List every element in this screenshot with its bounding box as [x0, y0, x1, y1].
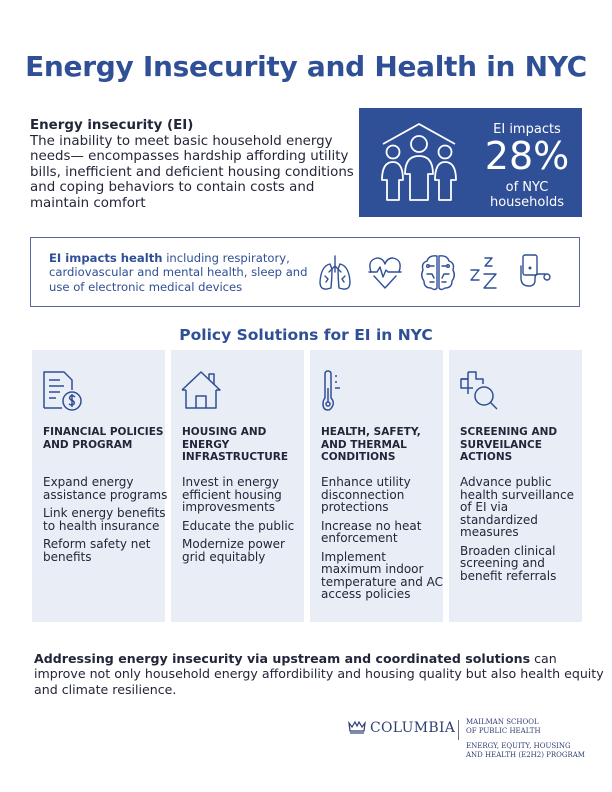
policy-card-screening — [449, 350, 582, 622]
program-name-line1: ENERGY, EQUITY, HOUSING — [466, 742, 571, 750]
stat-lead: EI impacts — [493, 122, 561, 137]
definition-block — [30, 118, 360, 211]
conclusion-bold: Addressing energy insecurity via upstream and coordinated solutions — [34, 651, 531, 666]
card-items — [460, 476, 588, 588]
card-heading: HEALTH, SAFETY, AND THERMAL CONDITIONS — [321, 426, 421, 464]
card-items — [182, 476, 310, 569]
program-name — [466, 742, 585, 760]
card-item: Advance public health surveillance of EI via standardized measures — [460, 475, 575, 539]
household-people-icon — [377, 122, 461, 206]
card-items — [321, 476, 449, 607]
stat-value: 28% — [484, 134, 570, 178]
card-item: Expand energy assistance programs — [43, 475, 168, 502]
crown-icon — [348, 720, 366, 734]
card-item: Broaden clinical screening and benefit referrals — [460, 543, 557, 583]
health-impacts-rest: including respiratory, cardiovascular and mental health, sleep and use of electronic medical devices — [49, 251, 308, 294]
school-name-line2: OF PUBLIC HEALTH — [466, 727, 541, 735]
policy-solutions-title: Policy Solutions for EI in NYC — [179, 326, 433, 344]
definition-heading: Energy insecurity (EI) — [30, 118, 194, 133]
logo-divider — [458, 720, 459, 740]
conclusion-text — [34, 651, 604, 697]
card-heading: HOUSING AND ENERGY INFRASTRUCTURE — [182, 426, 289, 464]
card-item: Reform safety net benefits — [43, 537, 151, 564]
university-name: COLUMBIA — [370, 720, 456, 736]
card-item: Increase no heat enforcement — [321, 518, 422, 545]
stat-box — [359, 108, 582, 217]
card-heading: SCREENING AND SURVEILANCE ACTIONS — [460, 426, 558, 464]
heart-pulse-icon — [369, 258, 401, 288]
card-item: Modernize power grid equitably — [182, 537, 285, 564]
brain-icon — [422, 256, 455, 290]
page-title: Energy Insecurity and Health in NYC — [25, 50, 587, 83]
card-item: Link energy benefits to health insurance — [43, 506, 166, 533]
card-items — [43, 476, 171, 569]
policy-card-financial — [32, 350, 168, 622]
health-impacts-text — [49, 251, 324, 294]
columbia-mailman-logo — [348, 718, 598, 768]
card-heading: FINANCIAL POLICIES AND PROGRAM — [43, 426, 164, 451]
financial-document-dollar-icon — [42, 370, 84, 412]
thermometer-icon — [320, 370, 362, 412]
school-name-line1: MAILMAN SCHOOL — [466, 718, 539, 726]
medical-device-stethoscope-icon — [521, 255, 550, 286]
policy-card-health-safety — [310, 350, 443, 622]
definition-text: The inability to meet basic household energy needs— encompasses hardship affording utility bills, inefficient and deficient housing conditions and coping behaviors to contain costs and maintain comfort — [30, 133, 354, 211]
health-impacts-box — [30, 237, 580, 307]
stat-caption — [477, 180, 577, 210]
stat-caption-line1: of NYC — [505, 180, 549, 195]
policy-card-housing — [171, 350, 304, 622]
card-item: Invest in energy efficient housing improvesments — [182, 475, 282, 514]
policy-cards — [32, 350, 582, 622]
lungs-icon — [320, 256, 350, 289]
medical-cross-search-icon — [459, 370, 501, 412]
program-name-line2: AND HEALTH (E2H2) PROGRAM — [466, 751, 585, 759]
card-item: Implement maximum indoor temperature and AC access policies — [321, 549, 444, 601]
card-item: Enhance utility disconnection protections — [321, 475, 411, 514]
health-impacts-bold: EI impacts health — [49, 251, 163, 265]
conclusion-rest: can improve not only household energy affordibility and housing quality but also health equity and climate resilience. — [34, 651, 604, 697]
card-item: Educate the public — [182, 518, 295, 533]
house-icon — [181, 370, 223, 412]
stat-caption-line2: households — [489, 195, 565, 210]
sleep-zzz-icon — [471, 258, 496, 288]
school-name — [466, 718, 541, 736]
